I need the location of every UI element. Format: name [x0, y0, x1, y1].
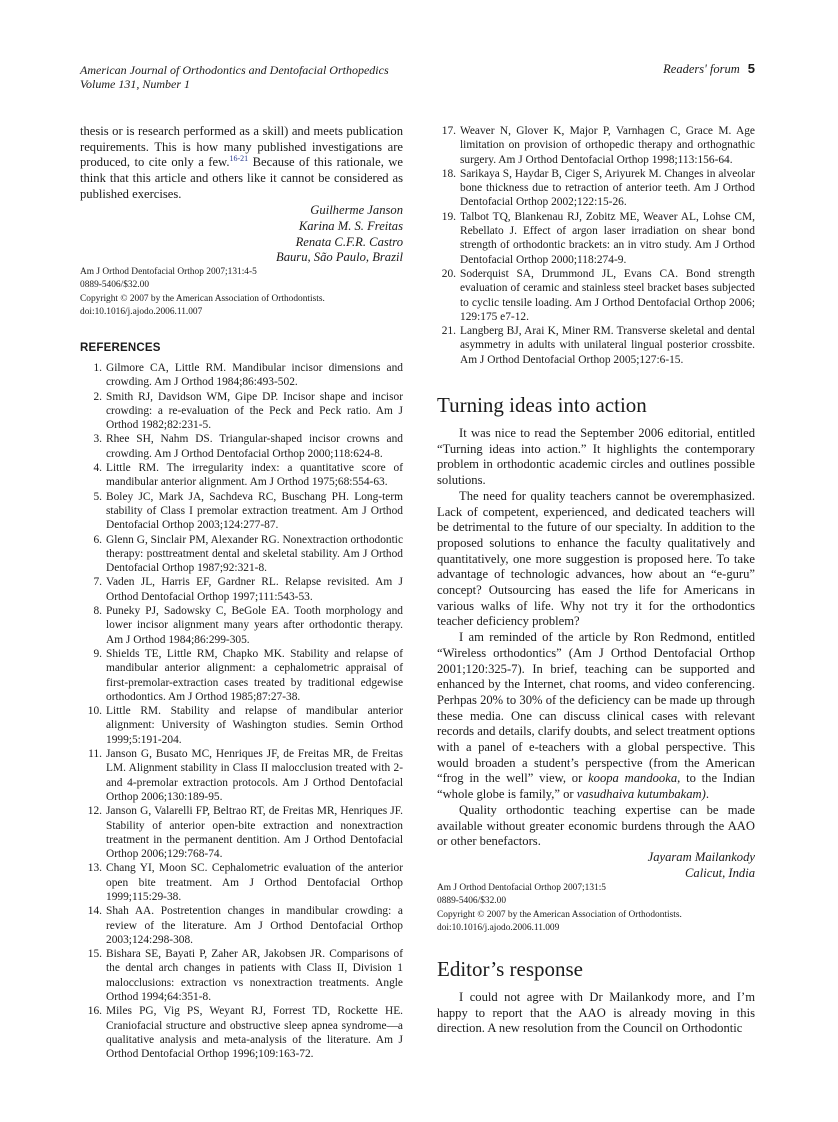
citation-line: Am J Orthod Dentofacial Orthop 2007;131:4-5	[80, 267, 257, 277]
reference-item	[78, 361, 403, 390]
paragraph: Quality orthodontic teaching expertise can be made available without greater economic burdens through the AAO or other benefactors.	[437, 802, 755, 849]
reference-number: 14.	[87, 905, 102, 918]
reference-number: 11.	[88, 748, 102, 761]
reference-item	[432, 167, 755, 210]
signature-location: Calicut, India	[685, 865, 755, 880]
citation-line: Copyright © 2007 by the American Association of Orthodontists.	[80, 293, 325, 304]
reference-item	[432, 210, 755, 267]
reference-text: Smith RJ, Davidson WM, Gipe DP. Incisor shape and incisor crowding: a re-evaluation of the Peck and Peck ratio. Am J Orthod 1982;82:231-5.	[106, 390, 403, 432]
paragraph: I could not agree with Dr Mailankody more, and I’m happy to report that the AAO is already moving in this direction. A new resolution from the Council on Orthodontic	[437, 990, 755, 1036]
letter2-signatures	[437, 850, 755, 882]
reference-number: 2.	[93, 390, 102, 403]
journal-volume: Volume 131, Number 1	[80, 77, 190, 91]
doi-link[interactable]: doi:10.1016/j.ajodo.2006.11.007	[80, 307, 203, 318]
text: , to the Indian “whole globe is family,” or	[437, 771, 755, 802]
signature: Guilherme Janson	[310, 203, 403, 217]
reference-text: Bishara SE, Bayati P, Zaher AR, Jakobsen JR. Comparisons of the dental arch changes in patients with Class II, Division 1 malocclusions: extraction vs nonextraction treatments. Angle Orthod 1994;64:351-8.	[106, 948, 403, 1004]
reference-text: Chang YI, Moon SC. Cephalometric evaluation of the anterior open bite treatment. Am J Orthod Dentofacial Orthop 1999;115:29-38.	[106, 862, 403, 903]
citation-line: Am J Orthod Dentofacial Orthop 2007;131:5	[437, 883, 606, 893]
reference-text: Little RM. Stability and relapse of mandibular anterior alignment: University of Washington studies. Semin Orthod 1999;5:191-204.	[106, 705, 403, 746]
reference-text: Shah AA. Postretention changes in mandibular crowding: a review of the literature. Am J Orthod Dentofacial Orthop 2003;124:298-308.	[106, 905, 403, 946]
letter1-signatures	[80, 203, 403, 266]
reference-item	[78, 804, 403, 861]
reference-text: Little RM. The irregularity index: a quantitative score of mandibular anterior alignment. Am J Orthod 1975;68:554-63.	[106, 462, 403, 489]
reference-number: 18.	[441, 167, 456, 180]
reference-text: Shields TE, Little RM, Chapko MK. Stability and relapse of mandibular anterior alignment: a cephalometric appraisal of first-premolar-extraction cases treated by traditional edgewise orthodontics. Am J Orthod 1985;87:27-38.	[106, 647, 403, 703]
page-number: 5	[747, 61, 755, 76]
reference-number: 5.	[93, 490, 102, 503]
text: .	[705, 787, 709, 802]
italic-term: koopa mandooka	[588, 771, 678, 786]
reference-text: Miles PG, Vig PS, Weyant RJ, Forrest TD, Rockette HE. Craniofacial structure and obstructive sleep apnea syndrome—a qualitative analysis and meta-analysis of the literature. Am J Orthod Dentofacial Orthop 1996;109:163-72.	[106, 1005, 403, 1061]
reference-number: 13.	[87, 862, 102, 875]
reference-number: 12.	[87, 805, 102, 818]
signature-location: Bauru, São Paulo, Brazil	[276, 250, 403, 265]
reference-number: 10.	[87, 705, 102, 718]
reference-number: 9.	[93, 647, 102, 660]
paragraph: It was nice to read the September 2006 editorial, entitled “Turning ideas into action.” It highlights the contemporary problem in orthodontic academic circles and outlines possible solutions.	[437, 426, 755, 488]
citation-line: Copyright © 2007 by the American Association of Orthodontists.	[437, 909, 682, 920]
references-list-cont	[432, 124, 755, 367]
citation-line: 0889-5406/$32.00	[437, 896, 507, 907]
letter1-text: thesis or is research performed as a skill) and meets publication requirements. This is how many published investigations are produced, to cite only a few.	[80, 124, 403, 170]
reference-number: 7.	[93, 576, 102, 589]
reference-item	[78, 704, 403, 747]
text: I am reminded of the article by Ron Redmond, entitled “Wireless orthodontics” (Am J Orthod Dentofacial Orthop 2001;120:325-7). In brief, teaching can be supported and enhanced by the Internet, chat rooms, and video conferencing. Perhpas 20% to 30% of the deficiency can be made up through these media. One can discuss clinical cases with relevant records and details, clarify doubts, and select treatment options with a panel of e-teachers with a global perspective. This would broaden a student’s perspective (from the American “frog in the well” view, or	[437, 630, 755, 786]
reference-item	[78, 647, 403, 704]
response-title: Editor’s response	[437, 957, 584, 981]
reference-item	[78, 533, 403, 576]
reference-number: 16.	[87, 1005, 102, 1018]
reference-text: Talbot TQ, Blankenau RJ, Zobitz ME, Weaver AL, Lohse CM, Rebellato J. Effect of argon laser irradiation on shear bond strength of orthodontic brackets: an in vitro study. Am J Orthod Dentofacial Orthop 2000;118:274-9.	[460, 210, 755, 266]
reference-item	[78, 604, 403, 647]
reference-item	[432, 267, 755, 324]
reference-item	[432, 124, 755, 167]
reference-text: Weaver N, Glover K, Major P, Varnhagen C, Grace M. Age limitation on provision of orthopedic therapy and orthognathic surgery. Am J Orthod Dentofacial Orthop 1998;113:156-64.	[460, 125, 755, 166]
reference-number: 8.	[93, 605, 102, 618]
reference-number: 3.	[93, 433, 102, 446]
signature: Renata C.F.R. Castro	[295, 234, 403, 249]
reference-item	[78, 432, 403, 461]
reference-number: 20.	[441, 267, 456, 280]
citation-line: 0889-5406/$32.00	[80, 280, 150, 291]
reference-text: Langberg BJ, Arai K, Miner RM. Transverse skeletal and dental asymmetry in adults with unilateral lingual posterior crossbite. Am J Orthod Dentofacial Orthop 2005;127:6-15.	[460, 325, 755, 366]
letter1-body	[80, 124, 403, 203]
paragraph	[437, 630, 755, 803]
reference-text: Glenn G, Sinclair PM, Alexander RG. Nonextraction orthodontic therapy: posttreatment dental and skeletal stability. Am J Orthod Dentofacial Orthop 1987;92:321-8.	[106, 533, 403, 575]
running-header	[80, 63, 389, 91]
citation-superscript[interactable]: 16-21	[229, 154, 249, 164]
reference-text: Soderquist SA, Drummond JL, Evans CA. Bond strength evaluation of ceramic and stainless steel bracket bases subjected to cyclic tensile loading. Am J Orthod Dentofacial Orthop 2006; 129:175 e7-12.	[460, 267, 755, 323]
reference-item	[78, 747, 403, 804]
reference-item	[78, 904, 403, 947]
letter1-citation	[80, 266, 403, 320]
reference-text: Janson G, Valarelli FP, Beltrao RT, de Freitas MR, Henriques JF. Stability of anterior open-bite extraction and nonextraction treatment in the permanent dentition. Am J Orthod Dentofacial Orthop 2006;129:768-74.	[106, 805, 403, 861]
references-heading: REFERENCES	[80, 342, 161, 354]
reference-item	[432, 324, 755, 367]
reference-number: 19.	[441, 210, 456, 223]
letter2-citation	[437, 882, 755, 936]
reference-text: Sarikaya S, Haydar B, Ciger S, Ariyurek M. Changes in alveolar bone thickness due to retraction of anterior teeth. Am J Orthod Dentofacial Orthop 2002;122:15-26.	[460, 167, 755, 209]
reference-item	[78, 861, 403, 904]
reference-number: 6.	[93, 533, 102, 546]
journal-title: American Journal of Orthodontics and Dentofacial Orthopedics	[80, 63, 389, 77]
reference-number: 4.	[93, 462, 102, 475]
reference-text: Vaden JL, Harris EF, Gardner RL. Relapse revisited. Am J Orthod Dentofacial Orthop 1997;111:543-53.	[106, 576, 403, 603]
reference-text: Rhee SH, Nahm DS. Triangular-shaped incisor crowns and crowding. Am J Orthod Dentofacial Orthop 2000;118:624-8.	[106, 433, 403, 460]
reference-text: Puneky PJ, Sadowsky C, BeGole EA. Tooth morphology and lower incisor alignment many years after orthodontic therapy. Am J Orthod 1984;86:299-305.	[106, 605, 403, 646]
reference-item	[78, 575, 403, 604]
reference-item	[78, 490, 403, 533]
signature: Karina M. S. Freitas	[298, 218, 403, 233]
article-title: Turning ideas into action	[437, 393, 647, 417]
paragraph: The need for quality teachers cannot be overemphasized. Lack of competent, experienced, and dedicated teachers will be detrimental to the future of our specialty. In addition to the proposed solutions to enhance the faculty qualitatively and quantitatively, one more suggestion is proposed here. To take advantage of technologic advances, how about an “e-guru” concept? Outsourcing has eased the life for Americans in various walks of life. Why not try it for the orthodontics teacher deficiency problem?	[437, 488, 755, 629]
reference-text: Gilmore CA, Little RM. Mandibular incisor dimensions and crowding. Am J Orthod 1984;86:493-502.	[106, 362, 403, 389]
reference-text: Boley JC, Mark JA, Sachdeva RC, Buschang PH. Long-term stability of Class I premolar extraction treatment. Am J Orthod Dentofacial Orthop 2003;124:277-87.	[106, 490, 403, 532]
response-body	[437, 990, 755, 1037]
reference-number: 21.	[441, 325, 456, 338]
signature: Jayaram Mailankody	[647, 850, 755, 864]
italic-term: vasudhaiva kutumbakam)	[576, 787, 706, 802]
reference-item	[78, 461, 403, 490]
reference-number: 15.	[87, 948, 102, 961]
section-header	[663, 62, 755, 76]
references-list	[78, 361, 403, 1062]
section-name: Readers' forum	[663, 62, 740, 76]
reference-number: 17.	[441, 125, 456, 137]
letter1-text-cont: Because of this rationale, we think that this article and others like it cannot be considered as published exercises.	[80, 155, 403, 201]
reference-item	[78, 390, 403, 433]
reference-text: Janson G, Busato MC, Henriques JF, de Freitas MR, de Freitas LM. Alignment stability in Class II malocclusion treated with 2- and 4-premolar extraction protocols. Am J Orthod Dentofacial Orthop 2006;130:189-95.	[106, 748, 403, 803]
letter2-body	[437, 426, 755, 850]
reference-item	[78, 947, 403, 1004]
reference-item	[78, 1004, 403, 1061]
reference-number: 1.	[93, 362, 102, 374]
doi-link[interactable]: doi:10.1016/j.ajodo.2006.11.009	[437, 923, 560, 934]
